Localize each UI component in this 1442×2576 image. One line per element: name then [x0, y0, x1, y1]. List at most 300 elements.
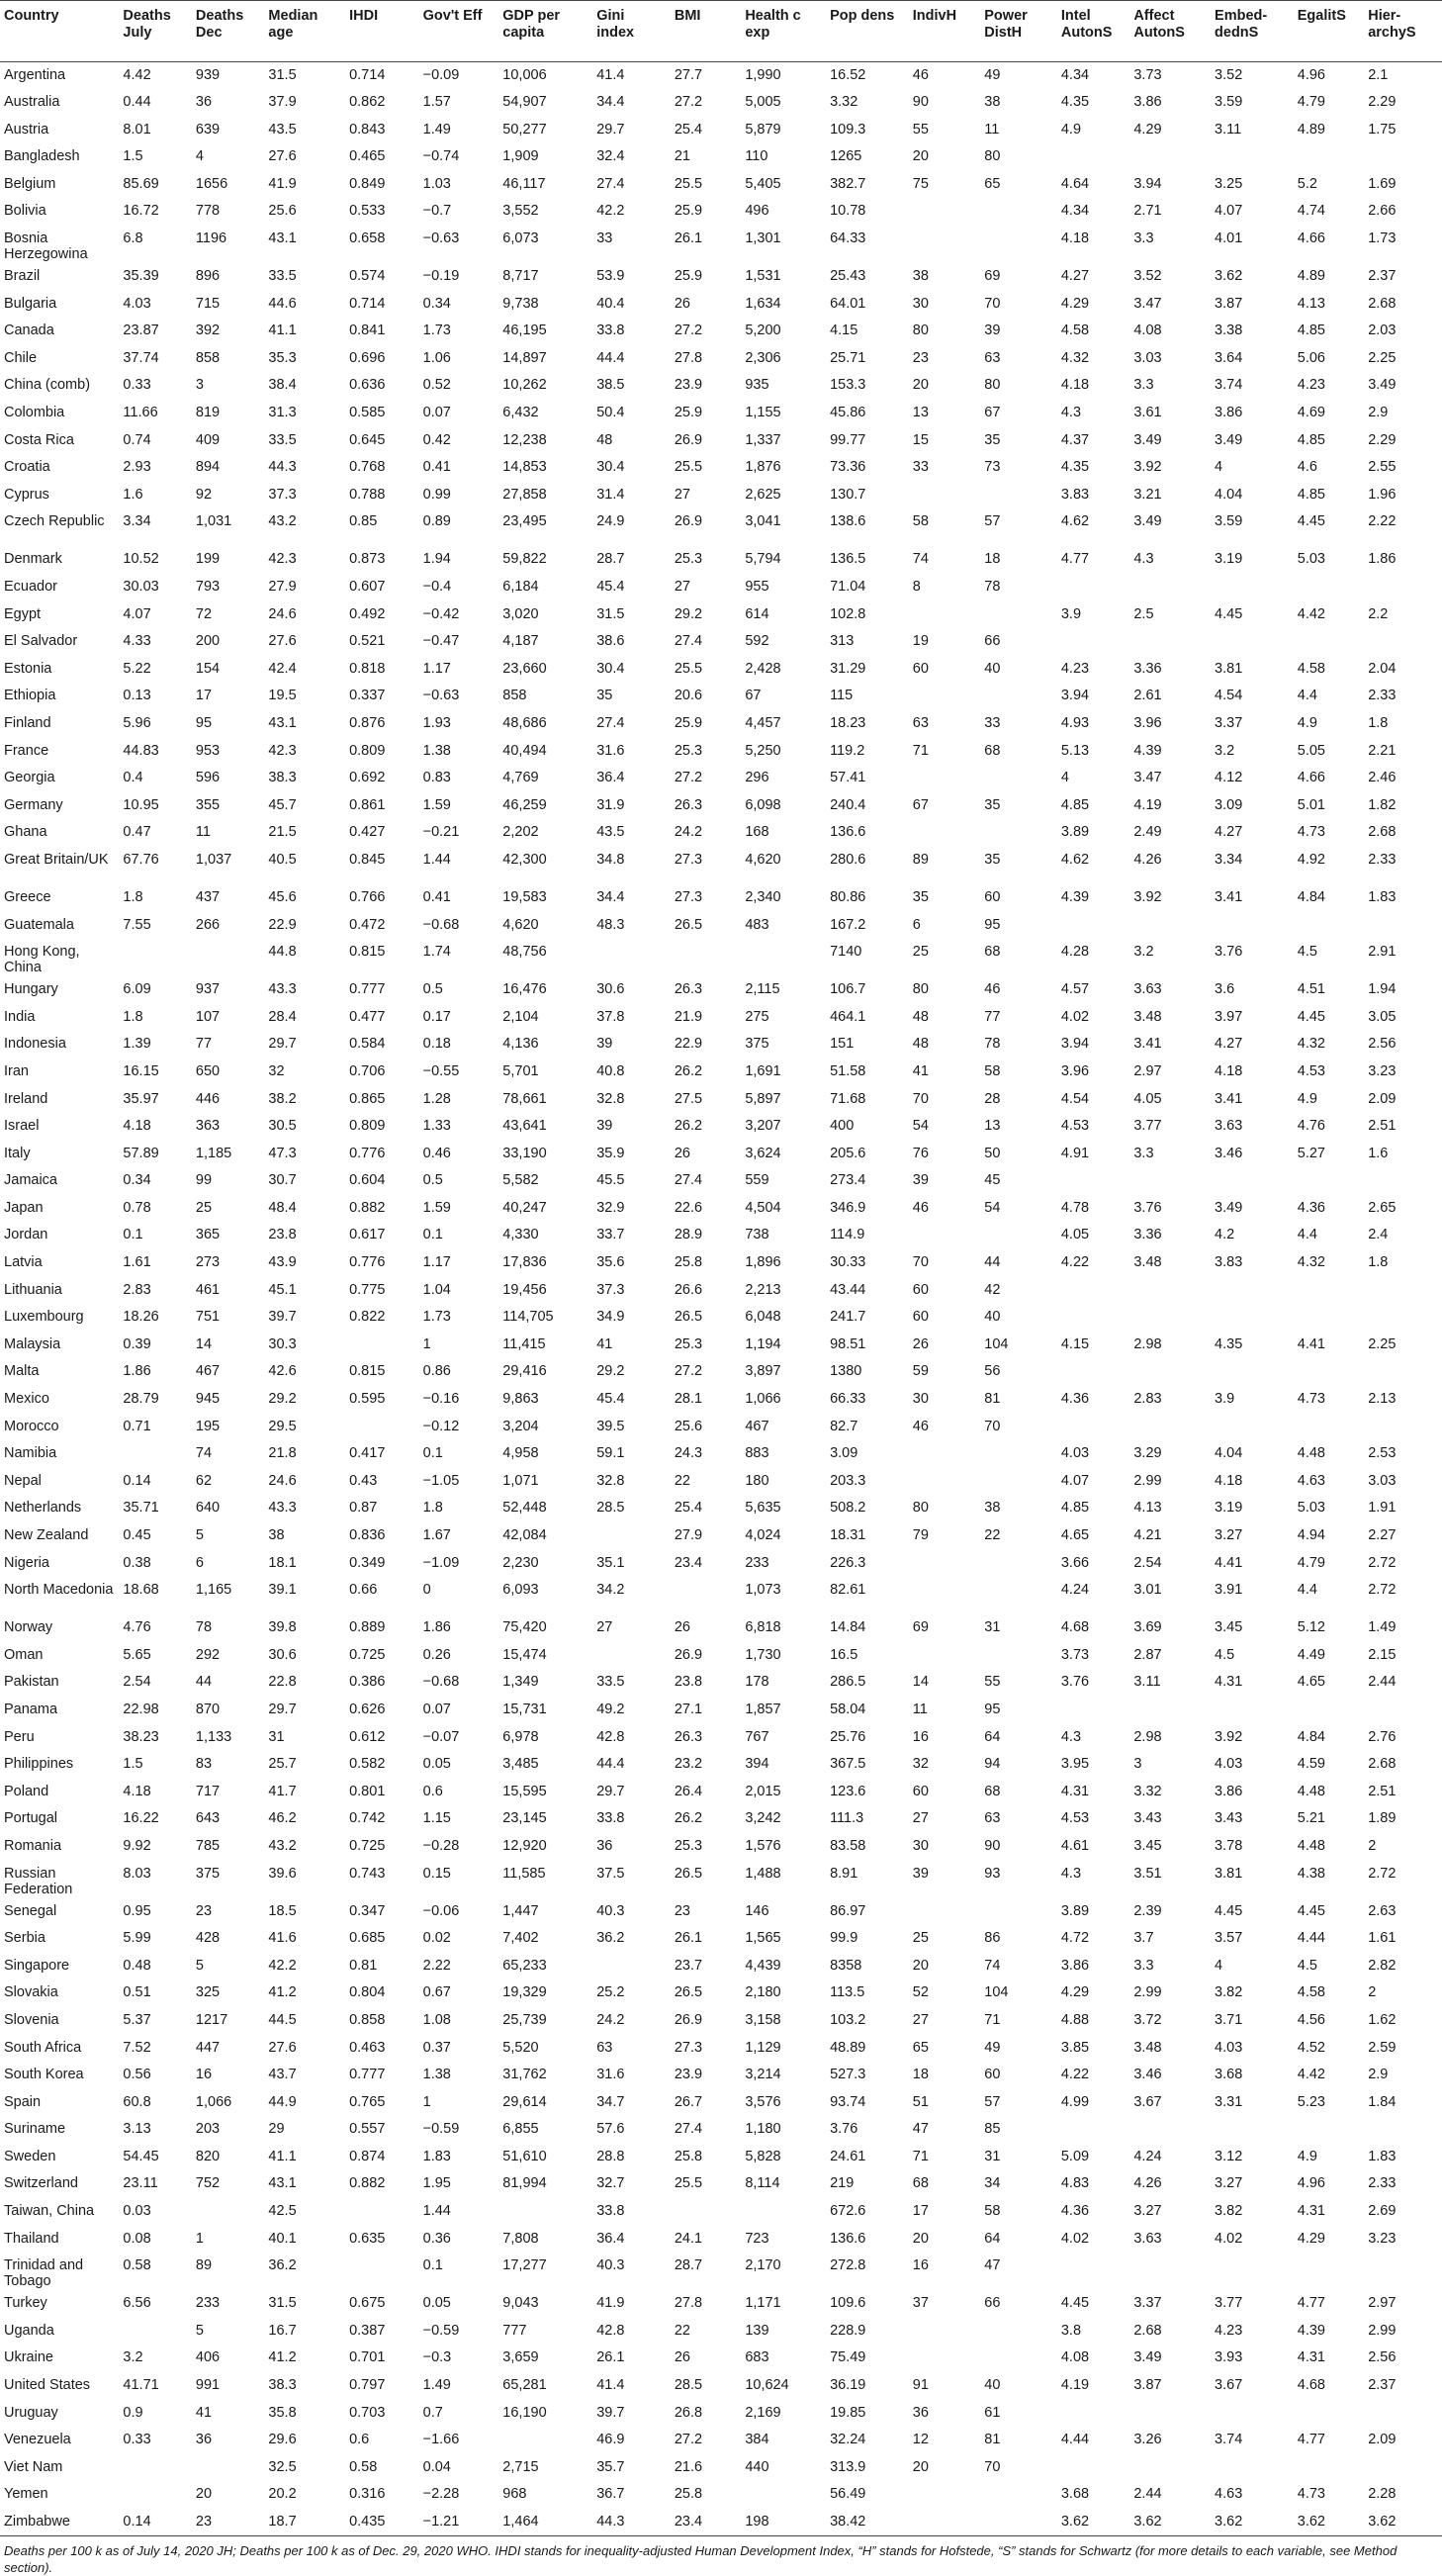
cell-intel: 4.93 [1060, 714, 1090, 731]
cell-health: 2,170 [745, 2257, 781, 2274]
cell-indivh: 14 [912, 1674, 929, 1691]
cell-egalit: 4.59 [1297, 1756, 1325, 1773]
cell-gini: 28.5 [596, 1500, 625, 1517]
cell-govt_eff: 1.59 [422, 1199, 451, 1216]
cell-egalit: 4.56 [1297, 2011, 1325, 2028]
country-cell: Czech Republic [4, 513, 105, 530]
cell-govt_eff: 0.07 [422, 405, 451, 421]
cell-affect: 3.63 [1133, 2230, 1162, 2247]
cell-affect: 3.2 [1133, 944, 1154, 961]
cell-pop: 14.84 [830, 1619, 866, 1636]
cell-intel: 4.99 [1060, 2093, 1090, 2110]
country-cell: Costa Rica [4, 431, 74, 448]
cell-deaths_july: 4.42 [123, 67, 151, 83]
cell-gdp: 3,552 [502, 203, 539, 220]
cell-deaths_dec: 820 [195, 2148, 221, 2164]
cell-deaths_july: 5.65 [123, 1646, 151, 1663]
cell-indivh: 79 [912, 1527, 929, 1543]
cell-pop: 111.3 [830, 1810, 864, 1827]
cell-govt_eff: 1.8 [422, 1500, 443, 1517]
cell-gdp: 19,583 [502, 888, 547, 905]
cell-ihdi: 0.607 [349, 579, 386, 595]
cell-embed: 3.63 [1215, 1118, 1243, 1135]
country-cell: Colombia [4, 405, 65, 421]
cell-median_age: 35.3 [268, 349, 297, 366]
cell-deaths_dec: 292 [195, 1646, 221, 1663]
cell-affect: 3.21 [1133, 486, 1162, 503]
cell-deaths_dec: 72 [195, 605, 213, 622]
cell-indivh: 16 [912, 1728, 929, 1745]
cell-pop: 8.91 [830, 1865, 858, 1882]
cell-median_age: 29.5 [268, 1418, 297, 1434]
cell-deaths_dec: 16 [195, 2067, 213, 2083]
cell-bmi: 27.8 [674, 2295, 703, 2312]
cell-egalit: 4.73 [1297, 824, 1325, 841]
cell-median_age: 43.1 [268, 2175, 297, 2192]
country-cell: Germany [4, 796, 63, 813]
cell-gini: 40.8 [596, 1062, 625, 1079]
cell-gini: 33 [596, 230, 613, 247]
cell-pop: 1380 [830, 1363, 862, 1380]
cell-egalit [1292, 2116, 1362, 2144]
cell-median_age: 30.7 [268, 1172, 297, 1189]
cell-embed: 3.92 [1215, 1728, 1243, 1745]
cell-egalit: 4.58 [1297, 1984, 1325, 2001]
cell-deaths_july: 4.18 [123, 1118, 151, 1135]
cell-egalit: 4.31 [1297, 2349, 1325, 2366]
table-row [0, 427, 1442, 455]
cell-intel: 4.72 [1060, 1930, 1090, 1947]
cell-govt_eff: −0.68 [422, 916, 460, 933]
cell-powerdist: 68 [984, 1783, 1001, 1799]
country-cell: France [4, 742, 49, 759]
cell-egalit [1292, 2454, 1362, 2482]
cell-pop: 3.32 [830, 94, 858, 111]
cell-affect: 4.26 [1133, 851, 1162, 868]
cell-affect: 2.87 [1133, 1646, 1162, 1663]
cell-health: 4,024 [745, 1527, 781, 1543]
cell-govt_eff: 1.44 [422, 2203, 451, 2220]
cell-embed: 4.01 [1215, 230, 1243, 247]
cell-affect: 3.36 [1133, 660, 1162, 677]
cell-gdp: 78,661 [502, 1090, 547, 1107]
country-cell: United States [4, 2377, 91, 2394]
cell-affect: 3.37 [1133, 2295, 1162, 2312]
column-header-health: Health c exp [739, 1, 824, 62]
table-row [0, 847, 1442, 884]
table-row [0, 62, 1442, 90]
column-header-deaths_july: Deaths July [117, 1, 190, 62]
cell-deaths_dec: 1196 [195, 230, 227, 247]
cell-deaths_july: 67.76 [123, 851, 159, 868]
cell-egalit: 4.9 [1297, 714, 1317, 731]
cell-gdp: 11,415 [502, 1335, 546, 1352]
cell-intel [1055, 1304, 1128, 1332]
cell-powerdist: 73 [984, 459, 1001, 476]
cell-hier: 2.99 [1368, 2322, 1397, 2339]
cell-gdp: 4,769 [502, 770, 539, 786]
cell-bmi: 28.9 [674, 1227, 703, 1243]
cell-bmi: 26.9 [674, 2011, 703, 2028]
cell-pop: 113.5 [830, 1984, 865, 2001]
cell-deaths_dec: 447 [195, 2039, 221, 2056]
cell-hier: 1.89 [1368, 1810, 1397, 1827]
cell-indivh: 18 [912, 2067, 929, 2083]
cell-intel: 4.3 [1060, 1728, 1082, 1745]
cell-median_age: 40.1 [268, 2230, 297, 2247]
cell-deaths_july: 0.51 [123, 1984, 151, 2001]
cell-intel [1055, 2400, 1128, 2428]
cell-embed: 3.83 [1215, 1254, 1243, 1271]
cell-intel [1055, 1697, 1128, 1724]
cell-health: 394 [745, 1756, 769, 1773]
cell-median_age: 43.3 [268, 1500, 297, 1517]
cell-egalit: 4.5 [1297, 1957, 1317, 1974]
cell-pop: 346.9 [830, 1199, 866, 1216]
cell-powerdist: 28 [984, 1090, 1001, 1107]
cell-deaths_dec: 896 [195, 268, 221, 285]
cell-gdp: 40,494 [502, 742, 547, 759]
cell-govt_eff: −0.47 [422, 633, 460, 650]
cell-deaths_july: 0.14 [117, 2509, 190, 2536]
cell-pop: 86.97 [830, 1902, 866, 1919]
cell-gini: 50.4 [596, 405, 625, 421]
cell-embed [1209, 574, 1292, 601]
cell-bmi: 23.8 [674, 1674, 703, 1691]
cell-hier [1362, 2116, 1442, 2144]
cell-gini: 39.7 [596, 2404, 625, 2421]
cell-indivh [907, 601, 978, 629]
cell-bmi: 26 [674, 1619, 690, 1636]
cell-bmi: 21 [674, 148, 690, 165]
table-row [0, 710, 1442, 738]
cell-hier: 2.13 [1368, 1391, 1397, 1408]
cell-health: 3,576 [745, 2093, 781, 2110]
country-cell: Zimbabwe [0, 2509, 117, 2536]
cell-egalit: 5.05 [1297, 742, 1325, 759]
cell-gdp: 81,994 [502, 2175, 547, 2192]
cell-intel: 4.44 [1060, 2432, 1090, 2448]
cell-powerdist: 104 [984, 1984, 1009, 2001]
cell-embed: 3.71 [1215, 2011, 1243, 2028]
cell-deaths_july: 30.03 [123, 579, 159, 595]
cell-deaths_july [117, 939, 190, 976]
cell-powerdist: 49 [984, 67, 1001, 83]
cell-deaths_dec: 77 [195, 1036, 213, 1053]
cell-deaths_dec: 894 [195, 459, 221, 476]
cell-indivh [907, 2318, 978, 2346]
cell-gini: 31.9 [596, 796, 625, 813]
cell-hier: 2.51 [1368, 1118, 1397, 1135]
cell-intel: 3.83 [1060, 486, 1090, 503]
cell-affect: 3.92 [1133, 459, 1162, 476]
cell-bmi: 25.3 [674, 1335, 703, 1352]
cell-egalit: 4.66 [1297, 770, 1325, 786]
cell-embed: 3.93 [1215, 2349, 1243, 2366]
cell-gdp: 25,739 [502, 2011, 547, 2028]
cell-intel: 4.39 [1060, 888, 1090, 905]
cell-indivh [907, 1642, 978, 1670]
cell-govt_eff: −0.28 [422, 1837, 460, 1854]
cell-bmi: 23.2 [674, 1756, 703, 1773]
cell-median_age: 37.9 [268, 94, 297, 111]
cell-ihdi: 0.658 [349, 230, 386, 247]
cell-median_age: 43.9 [268, 1254, 297, 1271]
cell-pop: 167.2 [830, 916, 866, 933]
cell-deaths_july: 60.8 [123, 2093, 151, 2110]
cell-indivh: 60 [912, 660, 929, 677]
cell-bmi: 27.4 [674, 1172, 703, 1189]
cell-pop: 36.19 [830, 2377, 866, 2394]
cell-gdp: 42,300 [502, 851, 547, 868]
cell-hier: 2.65 [1368, 1199, 1397, 1216]
cell-pop: 19.85 [830, 2404, 866, 2421]
cell-powerdist: 57 [984, 513, 1001, 530]
cell-embed: 3.52 [1215, 67, 1243, 83]
country-cell: Italy [4, 1145, 31, 1161]
cell-pop: 66.33 [830, 1391, 866, 1408]
cell-govt_eff: −0.59 [422, 2322, 460, 2339]
cell-deaths_july: 1.8 [123, 1008, 143, 1025]
country-cell: Iran [4, 1062, 29, 1079]
cell-hier: 1.49 [1368, 1619, 1397, 1636]
cell-intel: 3.96 [1060, 1062, 1090, 1079]
cell-govt_eff: 1.08 [422, 2011, 451, 2028]
cell-hier: 2.25 [1368, 1335, 1397, 1352]
cell-affect [1127, 574, 1209, 601]
country-cell: Norway [4, 1619, 53, 1636]
country-cell: Cyprus [4, 486, 49, 503]
cell-pop: 228.9 [830, 2322, 866, 2339]
cell-pop: 82.7 [830, 1418, 858, 1434]
cell-bmi: 28.7 [674, 2257, 703, 2274]
cell-indivh [907, 1440, 978, 1468]
cell-gdp: 29,614 [502, 2093, 547, 2110]
cell-bmi: 26.2 [674, 1118, 703, 1135]
cell-pop: 136.5 [830, 551, 866, 568]
cell-indivh: 60 [912, 1281, 929, 1298]
cell-ihdi: 0.386 [349, 1674, 386, 1691]
cell-deaths_dec: 44 [195, 1674, 213, 1691]
table-row [0, 2144, 1442, 2171]
cell-hier: 2.91 [1368, 944, 1397, 961]
cell-ihdi: 0.706 [349, 1062, 386, 1079]
cell-affect: 3.45 [1133, 1837, 1162, 1854]
cell-govt_eff: −1.09 [422, 1554, 460, 1571]
cell-egalit: 4.69 [1297, 405, 1325, 421]
cell-hier: 2.2 [1368, 605, 1389, 622]
table-row [0, 171, 1442, 199]
cell-embed [1209, 2116, 1292, 2144]
cell-median_age: 48.4 [268, 1199, 297, 1216]
cell-powerdist: 81 [984, 1391, 1001, 1408]
cell-govt_eff: 1.73 [422, 322, 451, 339]
cell-gdp: 29,416 [502, 1363, 547, 1380]
cell-intel [1055, 912, 1128, 940]
cell-affect: 4.08 [1133, 322, 1162, 339]
cell-gdp: 59,822 [502, 551, 547, 568]
cell-deaths_july: 4.76 [123, 1619, 151, 1636]
cell-affect: 3.3 [1133, 1957, 1154, 1974]
cell-gini: 25.2 [596, 1984, 625, 2001]
country-cell: Russian Federation [4, 1865, 73, 1897]
cell-median_age: 22.8 [268, 1674, 297, 1691]
cell-intel: 4.36 [1060, 1391, 1090, 1408]
cell-intel: 4.34 [1060, 203, 1090, 220]
cell-deaths_dec: 74 [195, 1445, 213, 1462]
cell-bmi: 26.3 [674, 1728, 703, 1745]
cell-intel: 5.09 [1060, 2148, 1090, 2164]
cell-bmi: 23.4 [674, 1554, 703, 1571]
cell-pop: 109.6 [830, 2295, 866, 2312]
cell-ihdi: 0.635 [349, 2230, 386, 2247]
cell-deaths_july: 0.03 [123, 2203, 151, 2220]
cell-gini: 63 [596, 2039, 613, 2056]
table-row [0, 792, 1442, 820]
cell-gdp: 1,909 [502, 148, 539, 165]
cell-median_age: 24.6 [268, 1472, 297, 1489]
cell-pop: 8358 [830, 1957, 862, 1974]
cell-median_age: 27.6 [268, 2039, 297, 2056]
cell-deaths_dec: 1656 [195, 175, 228, 192]
cell-bmi [669, 939, 739, 976]
cell-gini: 31.6 [596, 742, 625, 759]
cell-indivh: 47 [912, 2121, 929, 2138]
cell-hier: 2.15 [1368, 1646, 1397, 1663]
cell-gdp: 6,093 [502, 1582, 539, 1599]
cell-median_age: 43.3 [268, 981, 297, 998]
cell-health: 180 [745, 1472, 769, 1489]
cell-govt_eff: −0.06 [422, 1902, 460, 1919]
cell-govt_eff: 0.1 [422, 2257, 443, 2274]
cell-deaths_july: 6.56 [123, 2295, 151, 2312]
country-cell: Netherlands [4, 1500, 82, 1517]
cell-gini: 28.8 [596, 2148, 625, 2164]
cell-hier [1362, 143, 1442, 171]
cell-powerdist: 71 [984, 2011, 1001, 2028]
cell-egalit: 5.03 [1297, 1500, 1325, 1517]
cell-egalit: 4.4 [1297, 688, 1317, 704]
table-row [0, 1642, 1442, 1670]
cell-egalit: 4.4 [1297, 1227, 1317, 1243]
cell-egalit [1292, 2400, 1362, 2428]
cell-egalit: 4.51 [1297, 981, 1325, 998]
cell-hier: 2.29 [1368, 94, 1397, 111]
cell-embed [1209, 628, 1292, 656]
cell-median_age: 42.6 [268, 1363, 297, 1380]
cell-health [739, 2198, 824, 2226]
cell-powerdist: 63 [984, 349, 1001, 366]
country-cell: Switzerland [4, 2175, 78, 2192]
cell-deaths_july: 1.39 [123, 1036, 151, 1053]
table-row [0, 2481, 1442, 2509]
table-row [0, 1953, 1442, 1980]
cell-affect [1127, 1304, 1209, 1332]
cell-ihdi: 0.692 [349, 770, 386, 786]
cell-affect: 3.26 [1133, 2432, 1162, 2448]
cell-gdp: 27,858 [502, 486, 547, 503]
cell-bmi: 26.6 [674, 1281, 703, 1298]
country-cell: Slovenia [4, 2011, 59, 2028]
cell-bmi: 23.4 [669, 2509, 739, 2536]
table-row [0, 601, 1442, 629]
cell-health: 168 [745, 824, 769, 841]
cell-powerdist [978, 2481, 1055, 2509]
cell-govt_eff: 1 [422, 1335, 431, 1352]
cell-median_age: 43.1 [268, 714, 297, 731]
cell-embed: 3.27 [1215, 1527, 1243, 1543]
cell-median_age: 27.6 [268, 148, 297, 165]
cell-govt_eff: 0.18 [422, 1036, 451, 1053]
cell-affect: 2.98 [1133, 1728, 1162, 1745]
cell-gdp: 33,190 [502, 1145, 547, 1161]
cell-govt_eff: 0.17 [422, 1008, 451, 1025]
cell-health: 1,488 [745, 1865, 781, 1882]
cell-deaths_july: 0.39 [123, 1335, 151, 1352]
cell-egalit: 4.32 [1297, 1036, 1325, 1053]
table-row [0, 2318, 1442, 2346]
cell-ihdi: 0.777 [349, 981, 386, 998]
cell-health: 5,250 [745, 742, 781, 759]
cell-affect: 3.49 [1133, 431, 1162, 448]
cell-affect: 3.52 [1133, 268, 1162, 285]
cell-indivh [907, 226, 978, 263]
cell-egalit: 5.2 [1297, 175, 1317, 192]
cell-bmi: 23 [674, 1902, 690, 1919]
cell-indivh: 52 [912, 1984, 929, 2001]
cell-intel: 4.78 [1060, 1199, 1090, 1216]
cell-hier: 1.94 [1368, 981, 1397, 998]
cell-deaths_dec: 1,165 [195, 1582, 232, 1599]
cell-indivh: 39 [912, 1172, 929, 1189]
cell-powerdist: 31 [984, 1619, 1001, 1636]
cell-gdp: 16,476 [502, 981, 547, 998]
cell-govt_eff: 0.67 [422, 1984, 451, 2001]
cell-indivh [907, 765, 978, 792]
cell-pop: 98.51 [830, 1335, 866, 1352]
cell-median_age: 43.5 [268, 121, 297, 138]
cell-gdp: 7,808 [502, 2230, 539, 2247]
cell-deaths_dec: 5 [195, 1527, 204, 1543]
cell-ihdi: 0.521 [349, 633, 386, 650]
cell-pop: 4.15 [830, 322, 858, 339]
cell-median_age: 39.1 [268, 1582, 297, 1599]
cell-egalit: 4.13 [1297, 295, 1325, 312]
cell-egalit: 4.85 [1297, 486, 1325, 503]
cell-bmi: 25.4 [674, 1500, 703, 1517]
cell-gini: 32.8 [596, 1090, 625, 1107]
cell-affect: 2.39 [1133, 1902, 1162, 1919]
table-row [0, 508, 1442, 546]
cell-bmi: 26.4 [674, 1783, 703, 1799]
cell-deaths_july: 5.96 [123, 714, 151, 731]
table-row [0, 318, 1442, 345]
table-row [0, 117, 1442, 144]
cell-deaths_july: 2.93 [123, 459, 151, 476]
cell-egalit: 5.21 [1297, 1810, 1325, 1827]
cell-gini: 27.4 [596, 714, 625, 731]
cell-hier: 1.8 [1368, 714, 1389, 731]
cell-gini: 34.9 [596, 1309, 625, 1326]
cell-powerdist [978, 1222, 1055, 1249]
cell-pop: 273.4 [830, 1172, 866, 1189]
cell-pop: 272.8 [830, 2257, 866, 2274]
cell-egalit: 4.38 [1297, 1865, 1325, 1882]
cell-govt_eff: 0.46 [422, 1145, 451, 1161]
cell-gini: 28.7 [596, 551, 625, 568]
cell-affect: 3.47 [1133, 295, 1162, 312]
cell-health: 1,155 [745, 405, 781, 421]
